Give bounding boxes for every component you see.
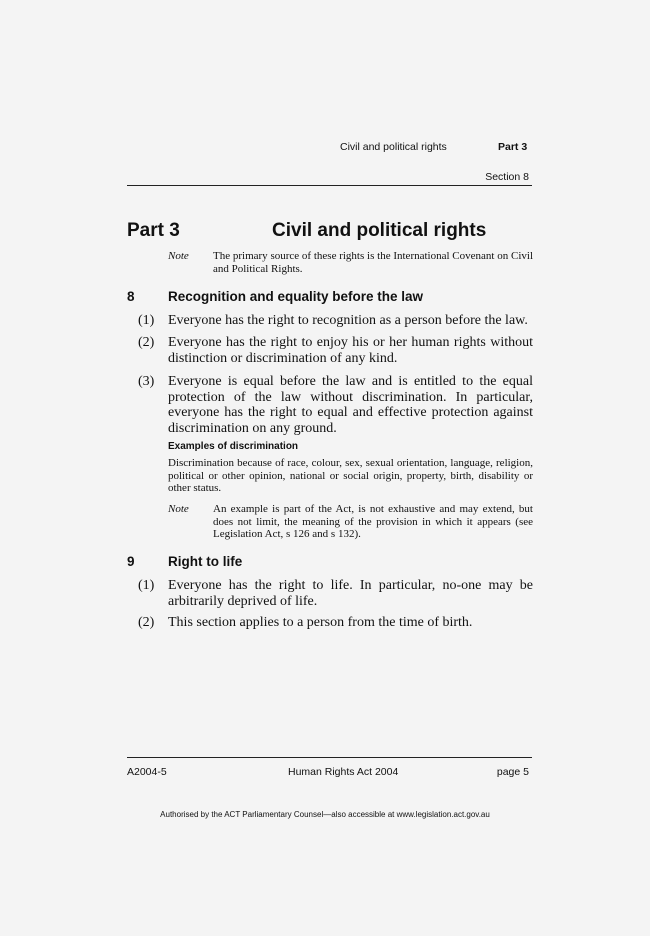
s9-subsection-text: Everyone has the right to life. In particular, no-one may be arbitrarily deprived of life. [168, 578, 533, 609]
running-header-section: Section 8 [485, 171, 529, 183]
footer-act-title: Human Rights Act 2004 [288, 766, 399, 778]
section-8-title: Recognition and equality before the law [168, 289, 424, 304]
part-note-label: Note [168, 250, 189, 262]
section-9-title: Right to life [168, 554, 243, 569]
s9-subsection-number: (1) [138, 578, 155, 593]
footer-act-id: A2004-5 [127, 766, 167, 778]
s8-subsection-number: (2) [138, 335, 155, 350]
s8-subsection-number: (3) [138, 374, 155, 389]
examples-text: Discrimination because of race, colour, sex, sexual orientation, language, religion, political or other opinion, national or social origin, property, birth, disability or other status. [168, 457, 533, 494]
s8-subsection-number: (1) [138, 313, 155, 328]
section-9-number: 9 [127, 554, 135, 569]
examples-heading: Examples of discrimination [168, 441, 299, 452]
part-label: Part 3 [127, 220, 180, 241]
example-note-label: Note [168, 503, 189, 515]
running-header-title: Civil and political rights [340, 141, 447, 153]
running-header-part: Part 3 [498, 141, 528, 153]
example-note-text: An example is part of the Act, is not exhaustive and may extend, but does not limit, the meaning of the provision in which it appears (see Legislation Act, s 126 and s 132). [213, 503, 533, 540]
part-title: Civil and political rights [272, 220, 487, 241]
s8-subsection-text: Everyone has the right to recognition as a person before the law. [168, 313, 528, 328]
footer-page-number: page 5 [496, 766, 529, 778]
authorisation-notice: Authorised by the ACT Parliamentary Counsel—also accessible at www.legislation.act.gov.au [160, 810, 490, 819]
s9-subsection-text: This section applies to a person from the time of birth. [168, 615, 473, 630]
footer-rule [127, 757, 532, 758]
header-rule [127, 185, 532, 186]
s8-subsection-text: Everyone is equal before the law and is entitled to the equal protection of the law without discrimination. In particular, everyone has the right to equal and effective protection against discrimination on any ground. [168, 374, 533, 436]
section-8-number: 8 [127, 289, 135, 304]
s8-subsection-text: Everyone has the right to enjoy his or her human rights without distinction or discrimination of any kind. [168, 335, 533, 366]
s9-subsection-number: (2) [138, 615, 155, 630]
part-note-text: The primary source of these rights is the International Covenant on Civil and Political Rights. [213, 250, 533, 275]
